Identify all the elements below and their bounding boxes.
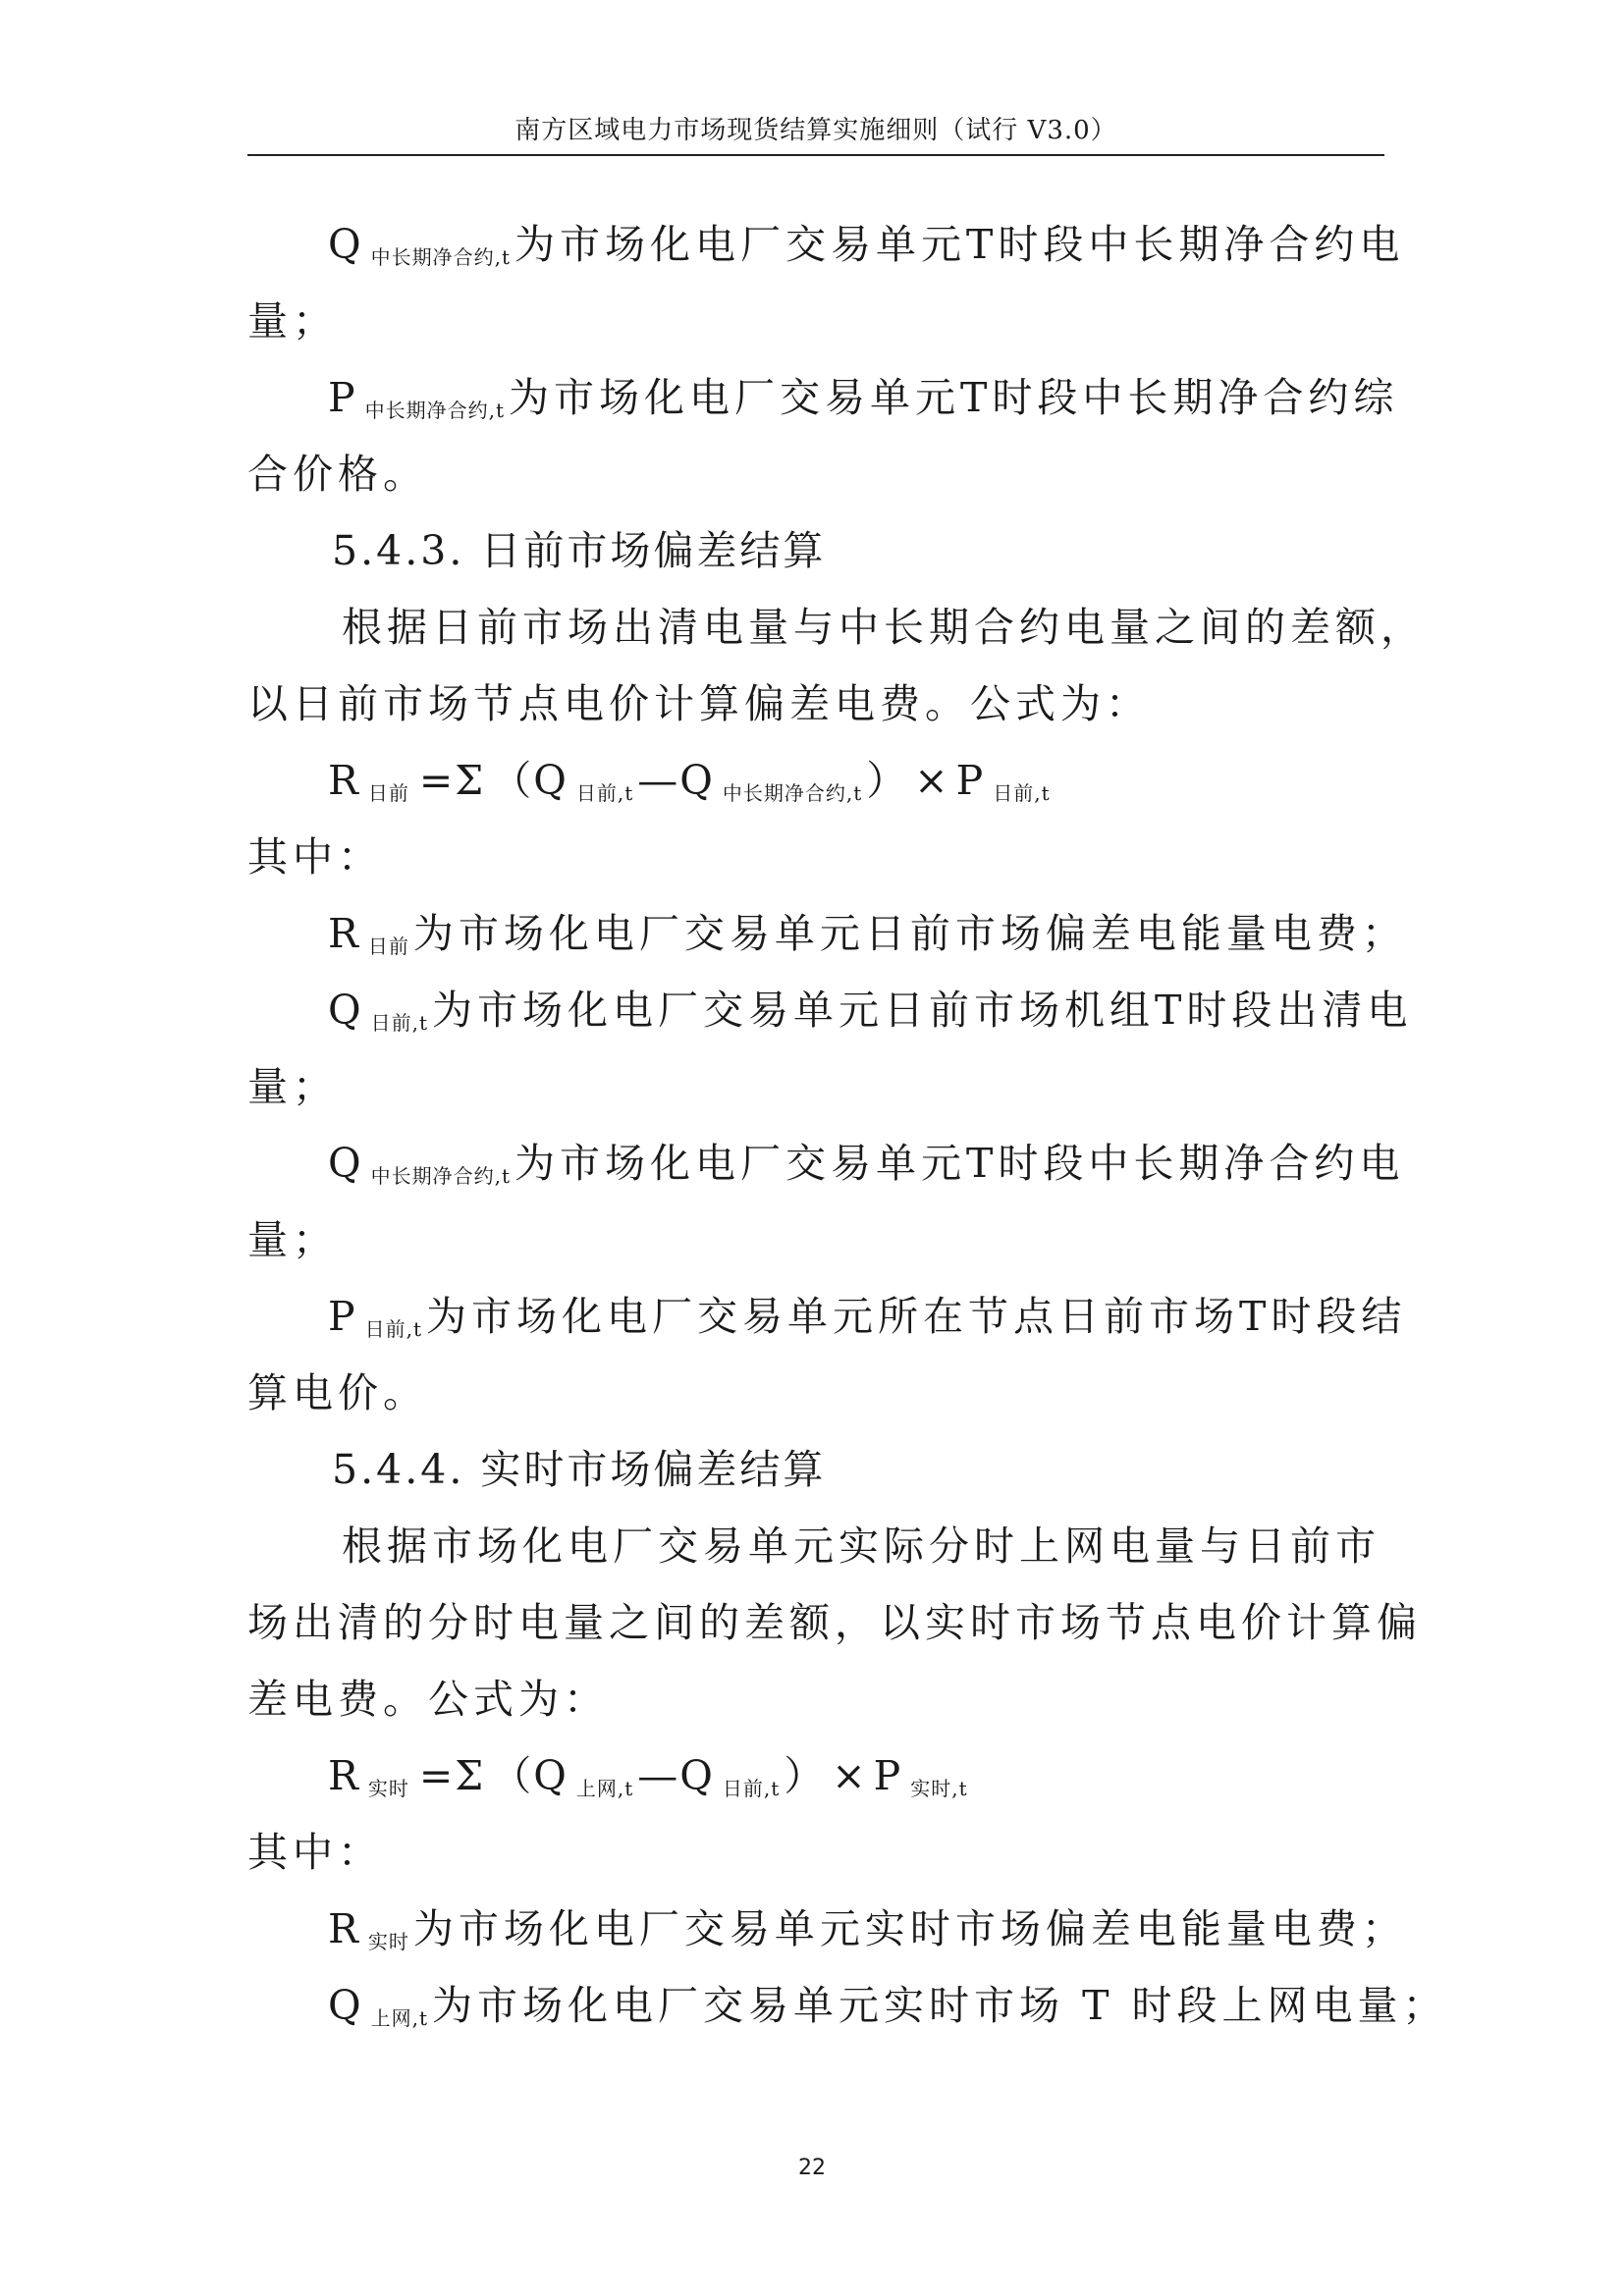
var-q: Q: [533, 1752, 567, 1799]
definition-p-day-ahead: [247, 1278, 1407, 1355]
continuation-line: 算电价。: [247, 1369, 428, 1416]
where-label: 其中：: [247, 1829, 383, 1876]
var-r: R: [328, 1905, 358, 1952]
running-header: 南方区域电力市场现货结算实施细则（试行 V3.0）: [514, 116, 1117, 145]
section-heading-5-4-4: 5.4.4. 实时市场偏差结算: [332, 1446, 827, 1493]
var-r: R: [328, 757, 358, 804]
definition-text: 为市场化电厂交易单元日前市场偏差电能量电费；: [412, 910, 1407, 957]
definition-q-mid-term: [247, 206, 1405, 283]
definition-q-day-ahead: [247, 972, 1413, 1048]
paragraph-line: 场出清的分时电量之间的差额，以实时市场节点电价计算偏: [247, 1599, 1422, 1646]
var-q: Q: [533, 757, 567, 804]
times-sign: ×: [832, 1752, 868, 1799]
paragraph-line: 根据日前市场出清电量与中长期合约电量之间的差额，: [342, 604, 1426, 651]
section-heading-5-4-3: 5.4.3. 日前市场偏差结算: [332, 527, 827, 574]
paragraph-line: 根据市场化电厂交易单元实际分时上网电量与日前市: [342, 1522, 1380, 1570]
formula-day-ahead: [247, 742, 1384, 819]
definition-text: 为市场化电厂交易单元实时市场偏差电能量电费；: [412, 1905, 1407, 1952]
var-r: R: [328, 910, 358, 957]
minus-sign: —: [637, 1752, 680, 1799]
subscript: 上网,t: [370, 2006, 429, 2030]
definition-text: 为市场化电厂交易单元所在节点日前市场T时段结: [426, 1293, 1407, 1340]
continuation-line: 量；: [247, 297, 338, 345]
var-p: P: [328, 1293, 355, 1340]
definition-text: 为市场化电厂交易单元实时市场 T 时段上网电量；: [432, 1982, 1448, 2029]
times-sign: ×: [914, 757, 950, 804]
equals-sigma: =Σ: [418, 757, 486, 804]
minus-sign: —: [637, 757, 680, 804]
right-paren: ）: [784, 1752, 827, 1799]
definition-r-day-ahead: [247, 895, 1407, 972]
subscript: 日前,t: [722, 1777, 781, 1800]
continuation-line: 合价格。: [247, 451, 428, 498]
var-q: Q: [328, 1140, 361, 1187]
page-number: 22: [798, 2156, 826, 2180]
subscript: 中长期净合约,t: [722, 781, 863, 805]
subscript: 实时: [367, 1777, 409, 1800]
subscript: 中长期净合约,t: [364, 399, 505, 422]
var-q: Q: [328, 987, 361, 1034]
var-p: P: [955, 757, 984, 804]
paragraph-line: 以日前市场节点电价计算偏差电费。公式为：: [247, 680, 1151, 727]
var-q: Q: [328, 221, 361, 268]
subscript: 日前: [367, 781, 409, 805]
formula-real-time: [247, 1737, 1384, 1814]
left-paren: （: [491, 757, 534, 804]
continuation-line: 量；: [247, 1216, 338, 1263]
left-paren: （: [491, 1752, 534, 1799]
continuation-line: 量；: [247, 1063, 338, 1110]
paragraph-line: 差电费。公式为：: [247, 1676, 609, 1723]
subscript: 中长期净合约,t: [370, 1164, 512, 1188]
var-p: P: [328, 374, 355, 421]
subscript: 中长期净合约,t: [370, 245, 512, 269]
header-rule: [247, 154, 1384, 156]
subscript: 上网,t: [575, 1777, 634, 1800]
subscript: 日前,t: [993, 781, 1051, 805]
definition-q-grid: [247, 1967, 1448, 2044]
var-r: R: [328, 1752, 358, 1799]
right-paren: ）: [866, 757, 909, 804]
var-q: Q: [679, 1752, 713, 1799]
subscript: 日前,t: [364, 1317, 422, 1341]
definition-text: 为市场化电厂交易单元T时段中长期净合约电: [514, 221, 1405, 268]
document-body: [247, 206, 1448, 2044]
subscript: 实时: [367, 1930, 409, 1953]
definition-text: 为市场化电厂交易单元T时段中长期净合约电: [514, 1140, 1405, 1187]
equals-sigma: =Σ: [418, 1752, 486, 1799]
var-p: P: [873, 1752, 901, 1799]
where-label: 其中：: [247, 833, 383, 881]
definition-text: 为市场化电厂交易单元日前市场机组T时段出清电: [432, 987, 1413, 1034]
definition-r-real-time: [247, 1891, 1407, 1967]
definition-q-mid-term: [247, 1125, 1405, 1201]
subscript: 日前,t: [575, 781, 634, 805]
definition-p-mid-term: [247, 359, 1399, 436]
subscript: 实时,t: [910, 1777, 968, 1800]
var-q: Q: [328, 1982, 361, 2029]
subscript: 日前: [367, 934, 409, 958]
definition-text: 为市场化电厂交易单元T时段中长期净合约综: [509, 374, 1399, 421]
subscript: 日前,t: [370, 1011, 429, 1035]
var-q: Q: [679, 757, 713, 804]
